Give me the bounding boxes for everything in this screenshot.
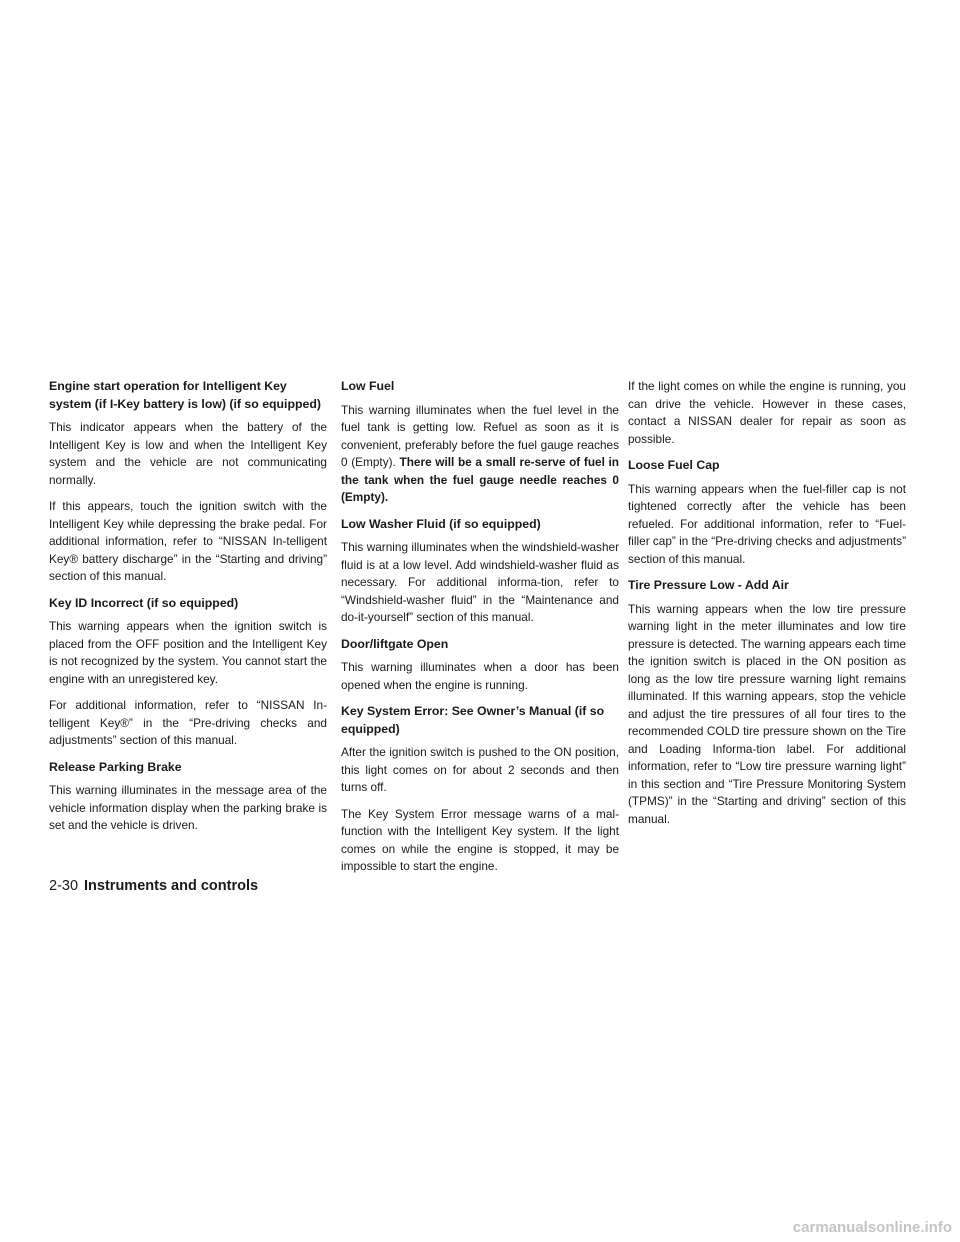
section-heading: Door/liftgate Open (341, 636, 449, 651)
paragraph (341, 744, 619, 797)
bold-warning-text: There will be a small re-serve of fuel in the tank when the fuel gauge needle reaches 0 (Empty). (341, 455, 620, 504)
section-heading: Low Fuel (341, 379, 395, 393)
watermark: carmanualsonline.info (792, 1219, 952, 1236)
paragraph (341, 402, 619, 507)
column-2 (341, 378, 619, 885)
paragraph-text: This warning illuminates in the message area of the vehicle information display when the parking brake is set and the vehicle is driven. (49, 783, 327, 832)
section-heading: Key ID Incorrect (if so equipped) (49, 595, 239, 610)
page-number: 2-30 (49, 878, 79, 894)
paragraph-text: If the light comes on while the engine is running, you can drive the vehicle. However in these cases, contact a NISSAN dealer for repair as soon as possible. (628, 379, 906, 446)
section-heading: Release Parking Brake (49, 759, 182, 774)
paragraph-text: This indicator appears when the battery of the Intelligent Key is low and when the Intelligent Key system and the vehicle are not communicating normally. (49, 420, 327, 487)
paragraph-text: This warning illuminates when the windshield-washer fluid is at a low level. Add windshield-washer fluid as necessary. For additional informa-tion, refer to “Windshield-washer fluid” in the “Maintenance and do-it-yourself” section of this manual. (341, 540, 619, 624)
paragraph (628, 481, 906, 569)
page-footer (49, 878, 258, 894)
column-3 (628, 378, 906, 837)
paragraph (628, 378, 906, 448)
paragraph (628, 601, 906, 829)
paragraph-text: For additional information, refer to “NISSAN In-telligent Key®” in the “Pre-driving checks and adjustments” section of this manual. (49, 698, 327, 747)
section-heading: Engine start operation for Intelligent Key system (if I-Key battery is low) (if so equipped) (49, 379, 321, 411)
paragraph-text: This warning appears when the ignition switch is placed from the OFF position and the Intelligent Key is not recognized by the system. You cannot start the engine with an unregistered key. (49, 619, 327, 686)
paragraph (341, 659, 619, 694)
paragraph-text: This warning appears when the low tire pressure warning light in the meter illuminates and low tire pressure is detected. The warning appears each time the ignition switch is placed in the ON position as long as the low tire pressure warning light remains illuminated. If this warning appears, stop the vehicle and adjust the tire pressures of all four tires to the recommended COLD tire pressure shown on the Tire and Loading Informa-tion label. For additional information, refer to “Low tire pressure warning light” in this section and “Tire Pressure Monitoring System (TPMS)” in the “Starting and driving” section of this manual. (628, 601, 906, 826)
paragraph-text: This warning appears when the fuel-filler cap is not tightened correctly after the vehicle has been refueled. For additional information, refer to “Fuel-filler cap” in the “Pre-driving checks and adjustments” section of this manual. (628, 481, 906, 566)
paragraph-text: If this appears, touch the ignition switch with the Intelligent Key while depressing the brake pedal. For additional information, refer to “NISSAN In-telligent Key® battery discharge” in the “Starting and driving” section of this manual. (49, 499, 327, 583)
paragraph (49, 419, 327, 489)
column-1 (49, 378, 327, 844)
paragraph (341, 806, 619, 876)
section-heading: Loose Fuel Cap (628, 458, 720, 472)
paragraph (49, 618, 327, 688)
paragraph (49, 782, 327, 835)
paragraph-text: The Key System Error message warns of a mal-function with the Intelligent Key system. If the light comes on while the engine is stopped, it may be impossible to start the engine. (341, 806, 619, 873)
paragraph-text: This warning illuminates when the fuel level in the fuel tank is getting low. Refuel as soon as it is convenient, preferably before the fuel gauge reaches 0 (Empty). (341, 402, 619, 469)
paragraph (49, 697, 327, 750)
section-heading: Low Washer Fluid (if so equipped) (341, 516, 541, 531)
paragraph (49, 498, 327, 586)
section-heading: Tire Pressure Low - Add Air (628, 578, 789, 592)
paragraph-text: This warning illuminates when a door has been opened when the engine is running. (341, 660, 619, 692)
paragraph-text: After the ignition switch is pushed to the ON position, this light comes on for about 2 seconds and then turns off. (341, 745, 619, 794)
section-title: Instruments and controls (84, 878, 259, 894)
paragraph (341, 539, 619, 627)
section-heading: Key System Error: See Owner’s Manual (if so equipped) (341, 704, 605, 736)
